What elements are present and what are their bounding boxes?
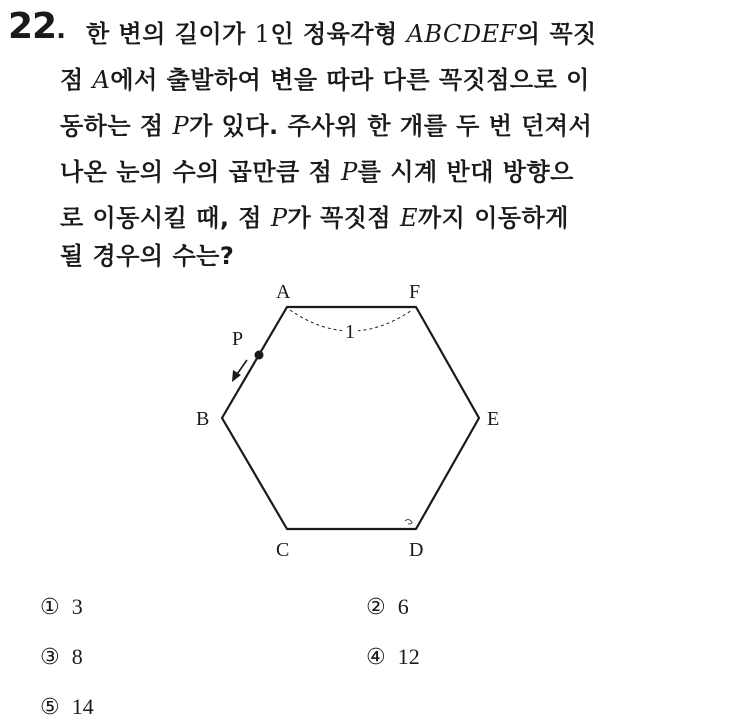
text-segment: 가 꼭짓점 bbox=[287, 204, 400, 232]
text-segment: 한 변의 길이가 bbox=[86, 20, 255, 48]
math-point-p: P bbox=[270, 204, 288, 232]
choice-mark: ③ bbox=[40, 645, 60, 670]
choice-2[interactable] bbox=[366, 594, 409, 620]
text-segment: 가 있다. 주사위 한 개를 두 번 던져서 bbox=[189, 112, 593, 140]
choice-value: 12 bbox=[397, 644, 420, 669]
choice-mark: ⑤ bbox=[40, 695, 60, 720]
text-segment: 를 시계 반대 방향으 bbox=[357, 158, 574, 186]
choice-mark: ④ bbox=[366, 645, 386, 670]
text-segment: 동하는 점 bbox=[60, 112, 173, 140]
choice-value: 6 bbox=[397, 594, 409, 619]
vertex-label-c: C bbox=[276, 539, 290, 561]
text-segment: 까지 이동하게 bbox=[417, 204, 569, 232]
question-number-text: 22 bbox=[8, 6, 57, 47]
text-segment: 나온 눈의 수의 곱만큼 점 bbox=[60, 158, 342, 186]
direction-arrow-icon bbox=[232, 370, 241, 382]
point-p-dot bbox=[255, 351, 264, 360]
math-hexagon-name: ABCDEF bbox=[406, 20, 517, 48]
choice-mark: ② bbox=[366, 595, 386, 620]
point-p-label: P bbox=[232, 328, 244, 350]
choice-1[interactable] bbox=[40, 594, 83, 620]
text-segment: 될 경우의 수는? bbox=[60, 242, 235, 270]
vertex-label-d: D bbox=[409, 539, 424, 561]
choice-value: 14 bbox=[71, 694, 94, 719]
vertex-label-b: B bbox=[196, 408, 210, 430]
text-segment: 인 정육각형 bbox=[270, 20, 407, 48]
math-point-a: A bbox=[92, 66, 111, 94]
text-segment: 점 bbox=[60, 66, 93, 94]
choice-mark: ① bbox=[40, 595, 60, 620]
text-segment: 에서 출발하여 변을 따라 다른 꼭짓점으로 이 bbox=[110, 66, 590, 94]
math-number: 1 bbox=[254, 20, 271, 48]
math-point-p: P bbox=[341, 158, 358, 186]
text-segment: 로 이동시킬 때, 점 bbox=[60, 204, 271, 232]
question-number-dot: . bbox=[56, 15, 65, 45]
choice-3[interactable] bbox=[40, 644, 83, 670]
vertex-label-f: F bbox=[409, 281, 421, 303]
choice-value: 3 bbox=[71, 594, 83, 619]
choice-4[interactable] bbox=[366, 644, 420, 670]
vertex-label-e: E bbox=[487, 408, 500, 430]
corner-mark bbox=[405, 520, 412, 525]
choice-5[interactable] bbox=[40, 694, 94, 720]
text-segment: 의 꼭짓 bbox=[516, 20, 597, 48]
choice-value: 8 bbox=[71, 644, 83, 669]
side-length-label: 1 bbox=[345, 321, 355, 343]
vertex-label-a: A bbox=[276, 281, 291, 303]
math-point-e: E bbox=[399, 204, 418, 232]
math-point-p: P bbox=[172, 112, 190, 140]
